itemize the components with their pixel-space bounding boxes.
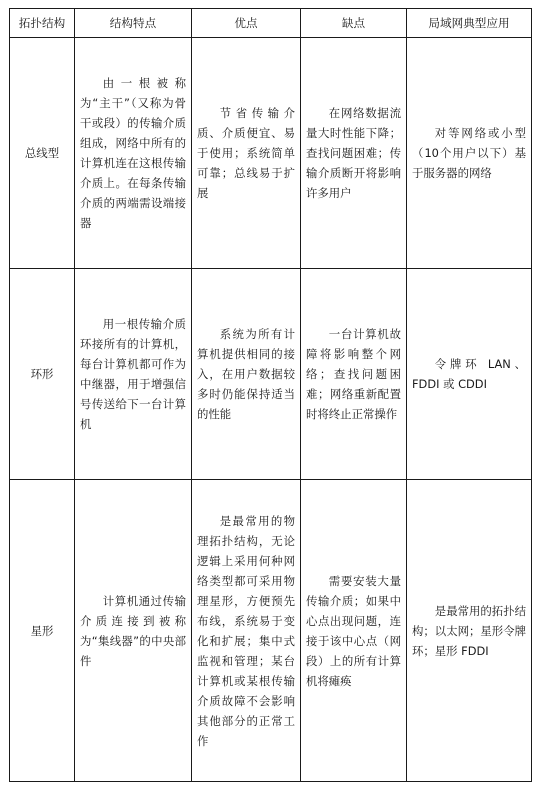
header-advantages: 优点: [192, 9, 301, 38]
cell-structure: 计算机通过传输介质连接到被称为“集线器”的中央部件: [75, 480, 192, 782]
table-header-row: [10, 9, 532, 38]
cell-advantages: 节省传输介质、介质便宜、易于使用；系统简单可靠；总线易于扩展: [192, 38, 301, 269]
cell-structure: 用一根传输介质环接所有的计算机，每台计算机都可作为中继器，用于增强信号传送给下一台计算机: [75, 269, 192, 480]
header-structure: 结构特点: [75, 9, 192, 38]
cell-applications: 令牌环 LAN、FDDI 或 CDDI: [407, 269, 532, 480]
cell-disadvantages: 一台计算机故障将影响整个网络；查找问题困难；网络重新配置时将终止正常操作: [301, 269, 407, 480]
cell-advantages: 是最常用的物理拓扑结构，无论逻辑上采用何种网络类型都可采用物理星形，方便预先布线，系统易于变化和扩展；集中式监视和管理；某台计算机或某根传输介质故障不会影响其他部分的正常工作: [192, 480, 301, 782]
cell-applications: 对等网络或小型（10个用户以下）基于服务器的网络: [407, 38, 532, 269]
cell-topology-name: 星形: [10, 480, 75, 782]
cell-disadvantages: 在网络数据流量大时性能下降；查找问题困难；传输介质断开将影响许多用户: [301, 38, 407, 269]
header-applications: 局域网典型应用: [407, 9, 532, 38]
header-disadvantages: 缺点: [301, 9, 407, 38]
table-row-bus: [10, 38, 532, 269]
cell-applications: 是最常用的拓扑结构；以太网；星形令牌环；星形 FDDI: [407, 480, 532, 782]
table-row-star: [10, 480, 532, 782]
topology-table: [9, 8, 532, 782]
header-topology: 拓扑结构: [10, 9, 75, 38]
table-row-ring: [10, 269, 532, 480]
cell-topology-name: 总线型: [10, 38, 75, 269]
cell-structure: 由一根被称为“主干”（又称为骨干或段）的传输介质组成，网络中所有的计算机连在这根传输介质上。在每条传输介质的两端需设端接器: [75, 38, 192, 269]
cell-advantages: 系统为所有计算机提供相同的接入，在用户数据较多时仍能保持适当的性能: [192, 269, 301, 480]
cell-disadvantages: 需要安装大量传输介质；如果中心点出现问题，连接于该中心点（网段）上的所有计算机将瘫痪: [301, 480, 407, 782]
cell-topology-name: 环形: [10, 269, 75, 480]
